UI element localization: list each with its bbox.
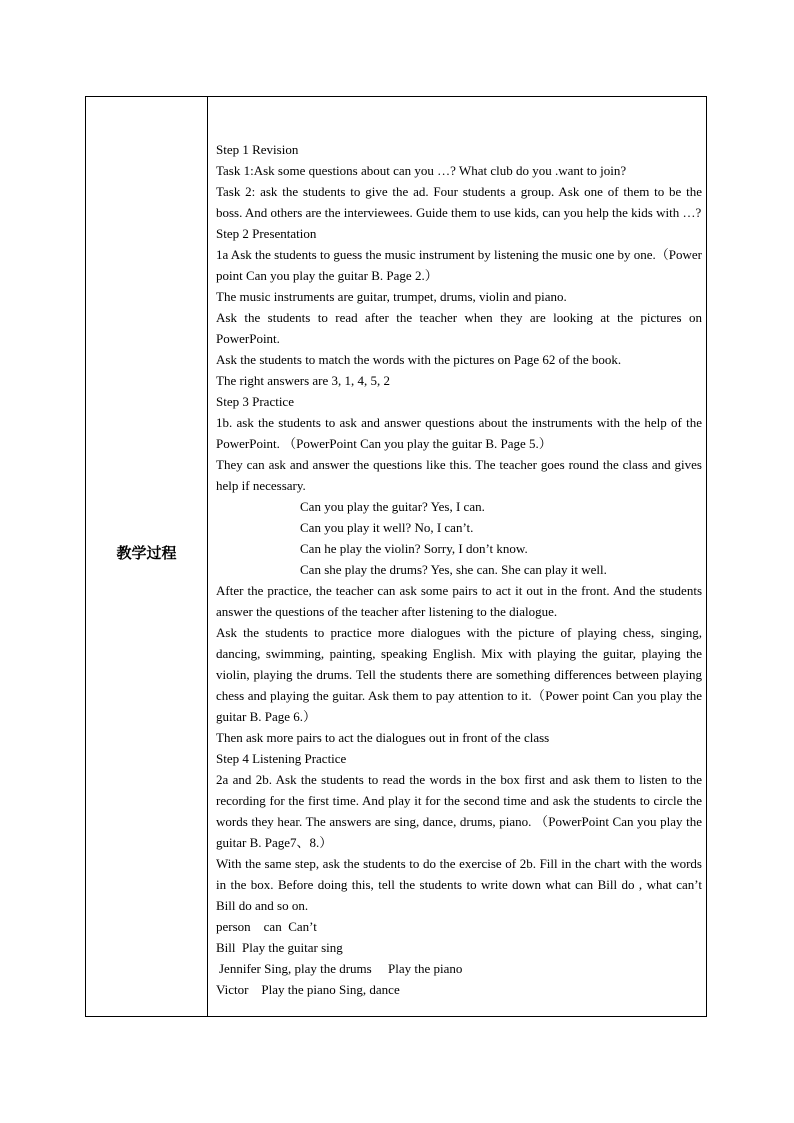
dialogue-line: Can he play the violin? Sorry, I don’t know. [300, 541, 528, 556]
chart-row-jennifer: Jennifer Sing, play the drums Play the piano [219, 961, 463, 976]
text-line: Task 2: ask the students to give the ad. Four students a group. Ask one of them to be the boss. And others are the interviewees. Guide them to use kids, can you help the kids with …? [216, 184, 702, 220]
text-line: Step 1 Revision [216, 142, 299, 157]
text-line: 2a and 2b. Ask the students to read the words in the box first and ask them to listen to the recording for the first time. And play it for the second time and ask the students to circle the words they hear. The answers are sing, dance, drums, piano. （PowerPoint Can you play the guitar B. Page7、8.） [216, 772, 702, 850]
text-line: Step 3 Practice [216, 394, 294, 409]
dialogue-line: Can you play it well? No, I can’t. [300, 520, 474, 535]
text-line: Then ask more pairs to act the dialogues out in front of the class [216, 730, 550, 745]
text-line: Step 2 Presentation [216, 226, 317, 241]
dialogue-line: Can you play the guitar? Yes, I can. [300, 499, 485, 514]
chart-row-victor: Victor Play the piano Sing, dance [216, 982, 400, 997]
text-line: They can ask and answer the questions like this. The teacher goes round the class and gives help if necessary. [216, 457, 702, 493]
teaching-process-content [216, 139, 702, 1000]
text-line: With the same step, ask the students to do the exercise of 2b. Fill in the chart with the words in the box. Before doing this, tell the students to write down what can Bill do , what can’t Bill do and so on. [216, 856, 702, 913]
text-line: The music instruments are guitar, trumpet, drums, violin and piano. [216, 289, 567, 304]
chart-row-bill: Bill Play the guitar sing [216, 940, 343, 955]
text-line: Ask the students to read after the teacher when they are looking at the pictures on PowerPoint. [216, 310, 702, 346]
text-line: After the practice, the teacher can ask some pairs to act it out in the front. And the students answer the questions of the teacher after listening to the dialogue. [216, 583, 702, 619]
row-label: 教学过程 [116, 544, 177, 562]
dialogue-line: Can she play the drums? Yes, she can. She can play it well. [300, 562, 607, 577]
text-line: 1a Ask the students to guess the music instrument by listening the music one by one.（Power point Can you play the guitar B. Page 2.） [216, 247, 703, 283]
text-line: Step 4 Listening Practice [216, 751, 347, 766]
text-line: Task 1:Ask some questions about can you …? What club do you .want to join? [216, 163, 627, 178]
text-line: Ask the students to match the words with the pictures on Page 62 of the book. [216, 352, 622, 367]
chart-header-row: person can Can’t [216, 919, 317, 934]
text-line: 1b. ask the students to ask and answer questions about the instruments with the help of the PowerPoint. （PowerPoint Can you play the guitar B. Page 5.） [216, 415, 702, 451]
lesson-table [85, 96, 707, 1017]
text-line: The right answers are 3, 1, 4, 5, 2 [216, 373, 391, 388]
column-divider [207, 97, 208, 1016]
text-line: Ask the students to practice more dialogues with the picture of playing chess, singing, dancing, swimming, painting, speaking English. Mix with playing the guitar, playing the violin, playing the drums. Tell the students there are something differences between playing chess and playing the guitar. Ask them to pay attention to it.（Power point Can you play the guitar B. Page 6.） [216, 625, 702, 724]
